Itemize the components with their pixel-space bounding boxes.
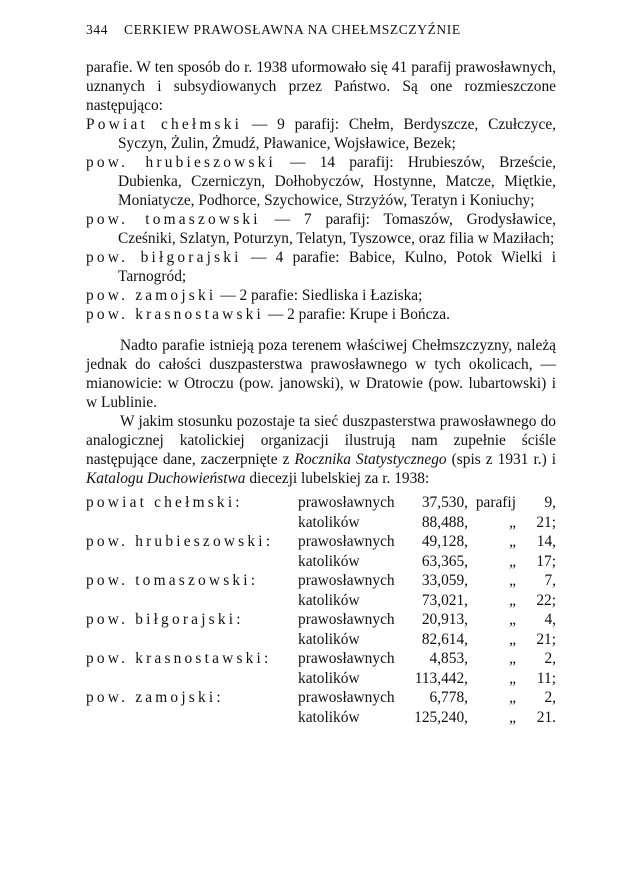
table-parishes: 4, (544, 611, 556, 628)
table-county: pow. hrubieszowski: (86, 533, 274, 550)
paragraph-statistics (86, 412, 556, 488)
county-entry (86, 210, 556, 248)
table-county: pow. krasnostawski: (86, 650, 272, 667)
table-row (86, 649, 556, 669)
table-count: 73,021, (421, 591, 468, 609)
table-unit: „ (509, 669, 516, 687)
table-county: pow. zamojski: (86, 689, 224, 706)
running-header (86, 22, 556, 38)
table-unit: „ (509, 572, 516, 589)
county-parishes: — 9 parafij: Chełm, Berdyszcze, Czułczyce, Syczyn, Żulin, Żmudź, Pławanice, Wojsławice, Bezek; (118, 116, 556, 152)
county-name: pow. krasnostawski (86, 306, 265, 323)
county-parishes: — 2 parafie: Siedliska i Łaziska; (220, 287, 423, 304)
table-unit: „ (509, 591, 516, 609)
table-parishes: 9, (544, 494, 556, 511)
table-count: 113,442, (414, 669, 468, 687)
table-parishes: 7, (544, 572, 556, 589)
county-name: pow. tomaszowski (86, 211, 261, 228)
county-name: pow. zamojski (86, 287, 217, 304)
table-count: 20,913, (421, 611, 468, 628)
table-label: katolików (298, 591, 360, 609)
table-label: prawosławnych (298, 689, 395, 706)
table-row (86, 552, 556, 572)
source-title: Katalogu Duchowieństwa (86, 470, 246, 487)
table-count: 82,614, (421, 630, 468, 648)
county-parishes: — 2 parafie: Krupe i Bończa. (267, 306, 450, 323)
county-entry (86, 286, 556, 305)
table-label: katolików (298, 552, 360, 570)
table-count: 37,530, (421, 494, 468, 511)
county-entry (86, 305, 556, 324)
table-row (86, 532, 556, 552)
table-unit: „ (509, 611, 516, 628)
table-label: prawosławnych (298, 572, 395, 589)
county-name: pow. biłgorajski (86, 249, 242, 266)
table-unit: „ (509, 708, 516, 726)
table-county: pow. tomaszowski: (86, 572, 259, 589)
table-count: 63,365, (421, 552, 468, 570)
table-unit: „ (509, 689, 516, 706)
table-label: prawosławnych (298, 650, 395, 667)
table-count: 125,240, (414, 708, 468, 726)
table-parishes: 21; (536, 513, 556, 531)
table-unit: parafij (475, 494, 516, 511)
table-count: 33,059, (421, 572, 468, 589)
table-count: 6,778, (429, 689, 468, 706)
table-label: katolików (298, 630, 360, 648)
table-label: prawosławnych (298, 533, 395, 550)
table-row (86, 610, 556, 630)
table-parishes: 21. (536, 708, 556, 726)
table-parishes: 14, (536, 533, 556, 550)
table-count: 88,488, (421, 513, 468, 531)
table-label: katolików (298, 708, 360, 726)
table-row (86, 493, 556, 513)
table-unit: „ (509, 630, 516, 648)
paragraph-other-parishes: Nadto parafie istnieją poza terenem właściwej Chełmszczyzny, należą jednak do całości duszpasterstwa prawosławnego w tych okolicach, — mianowicie: w Otroczu (pow. janowski), w Dratowie (pow. lubartowski) i w Lublinie. (86, 337, 556, 411)
county-parishes: — 7 parafij: Tomaszów, Grodysławice, Cześniki, Szlatyn, Poturzyn, Telatyn, Tyszowce, oraz filia w Maziłach; (118, 211, 557, 247)
page-number: 344 (86, 22, 109, 37)
table-parishes: 2, (544, 650, 556, 667)
table-row (86, 688, 556, 708)
county-name: Powiat chełmski (86, 116, 243, 133)
statistics-text: diecezji lubelskiej za r. 1938: (249, 470, 430, 487)
table-parishes: 17; (536, 552, 556, 570)
statistics-text: (spis z 1931 r.) i (451, 451, 556, 468)
running-title: CERKIEW PRAWOSŁAWNA NA CHEŁMSZCZYŹNIE (124, 22, 461, 37)
intro-paragraph: parafie. W ten sposób do r. 1938 uformowało się 41 parafij prawosławnych, uznanych i subsydiowanych przez Państwo. Są one rozmieszczone następująco: (86, 59, 556, 114)
table-row (86, 630, 556, 650)
table-county: powiat chełmski: (86, 494, 243, 511)
source-title: Rocznika Statystycznego (294, 451, 447, 468)
table-label: katolików (298, 513, 360, 531)
table-unit: „ (509, 513, 516, 531)
county-parishes: — 4 parafie: Babice, Kulno, Potok Wielki i Tarnogród; (118, 249, 556, 285)
table-count: 4,853, (429, 650, 468, 667)
county-name: pow. hrubieszowski (86, 154, 277, 171)
table-row (86, 591, 556, 611)
statistics-table (86, 493, 556, 727)
county-entry (86, 248, 556, 286)
table-label: prawosławnych (298, 611, 395, 628)
table-parishes: 22; (536, 591, 556, 609)
table-label: katolików (298, 669, 360, 687)
table-row (86, 571, 556, 591)
statistics-text: W jakim stosunku pozostaje ta sieć duszpasterstwa prawosławnego do analogicznej katolickiej organizacji ilustrują nam zupełnie ściśle następujące dane, zaczerpnięte z (86, 413, 556, 468)
table-county: pow. biłgorajski: (86, 611, 244, 628)
county-parishes: — 14 parafij: Hrubieszów, Brzeście, Dubienka, Czerniczyn, Dołhobyczów, Hostynne, Matcze, Miętkie, Moniatycze, Podhorce, Szychowice, Strzyżów, Teratyn i Koniuchy; (118, 154, 557, 209)
table-row (86, 669, 556, 689)
table-row (86, 513, 556, 533)
county-list (86, 115, 556, 324)
table-parishes: 2, (544, 689, 556, 706)
county-entry (86, 153, 556, 210)
table-unit: „ (509, 533, 516, 550)
table-unit: „ (509, 552, 516, 570)
table-parishes: 21; (536, 630, 556, 648)
table-count: 49,128, (421, 533, 468, 550)
county-entry (86, 115, 556, 153)
table-parishes: 11; (536, 669, 556, 687)
table-row (86, 708, 556, 728)
table-label: prawosławnych (298, 494, 395, 511)
table-unit: „ (509, 650, 516, 667)
page-body (86, 58, 556, 727)
